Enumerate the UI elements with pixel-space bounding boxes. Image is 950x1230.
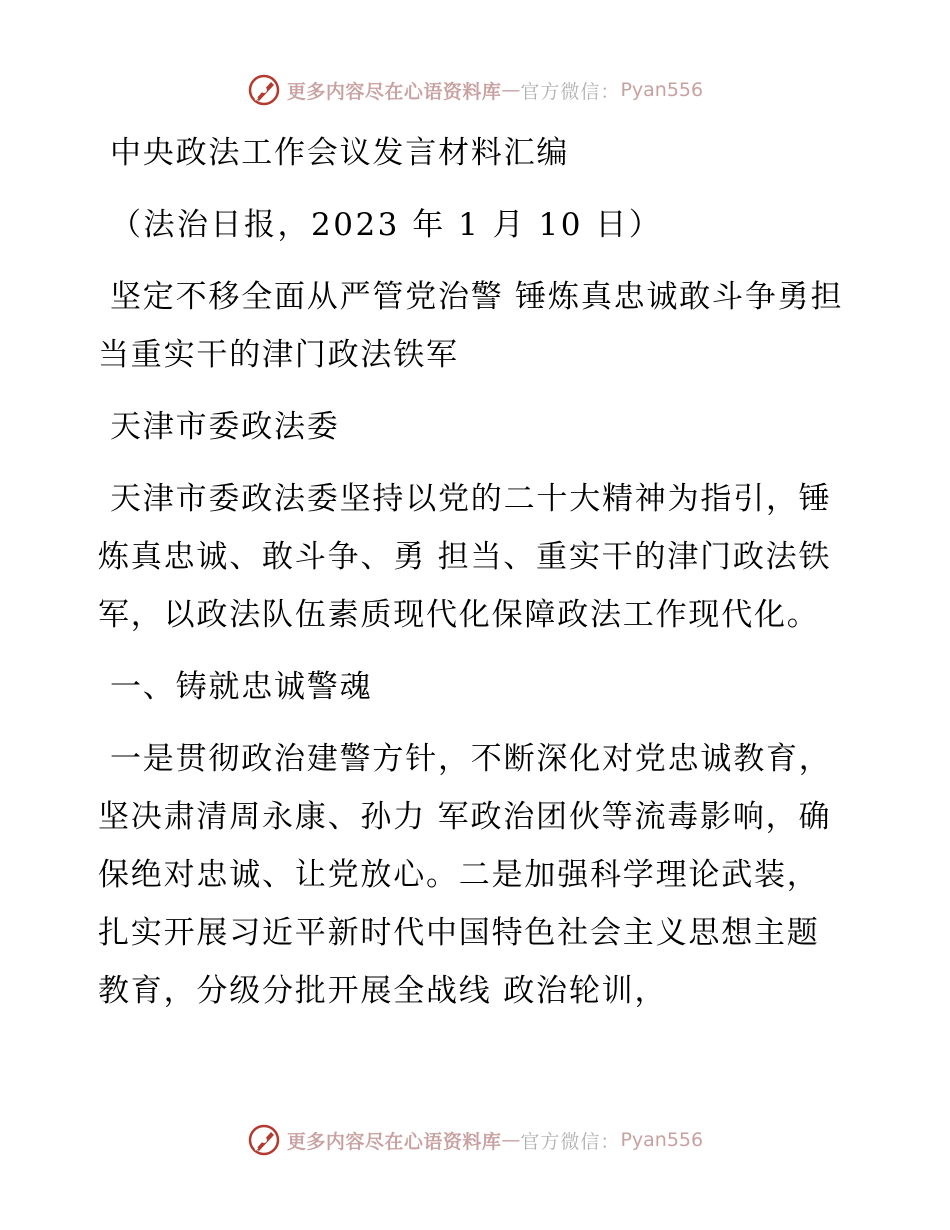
document-body [98, 124, 850, 1034]
footer-watermark [0, 1120, 950, 1160]
intro-paragraph: 天津市委政法委坚持以党的二十大精神为指引，锤炼真忠诚、敢斗争、勇 担当、重实干的津门政法铁军，以政法队伍素质现代化保障政法工作现代化。 [98, 481, 832, 633]
document-title: 中央政法工作会议发言材料汇编 [110, 135, 570, 171]
organization-name: 天津市委政法委 [110, 409, 340, 445]
watermark-site-text: 更多内容尽在心语资料库 [286, 80, 502, 103]
watermark-wechat-id: Pyan556 [620, 79, 704, 101]
speech-title: 坚定不移全面从严管党治警 锤炼真忠诚敢斗争勇担当重实干的津门政法铁军 [98, 279, 844, 373]
watermark-separator: — [501, 79, 521, 101]
source-date: （法治日报，2023 年 1 月 10 日） [110, 207, 663, 243]
watermark-site-text: 更多内容尽在心语资料库 [286, 1130, 502, 1153]
watermark-official-label: 官方微信： [520, 80, 621, 103]
header-watermark [0, 70, 950, 110]
section-heading: 一、铸就忠诚警魂 [110, 669, 373, 705]
quill-pen-circle-icon [247, 73, 281, 107]
watermark-separator: — [501, 1129, 521, 1151]
section-body-paragraph: 一是贯彻政治建警方针，不断深化对党忠诚教育，坚决肃清周永康、孙力 军政治团伙等流毒影响，确保绝对忠诚、让党放心。二是加强科学理论武装， 扎实开展习近平新时代中国特色社会主义思想主题教育，分级分批开展全战线 政治轮训， [98, 741, 832, 1009]
watermark-official-label: 官方微信： [520, 1130, 621, 1153]
quill-pen-circle-icon [247, 1123, 281, 1157]
watermark-wechat-id: Pyan556 [620, 1129, 704, 1151]
